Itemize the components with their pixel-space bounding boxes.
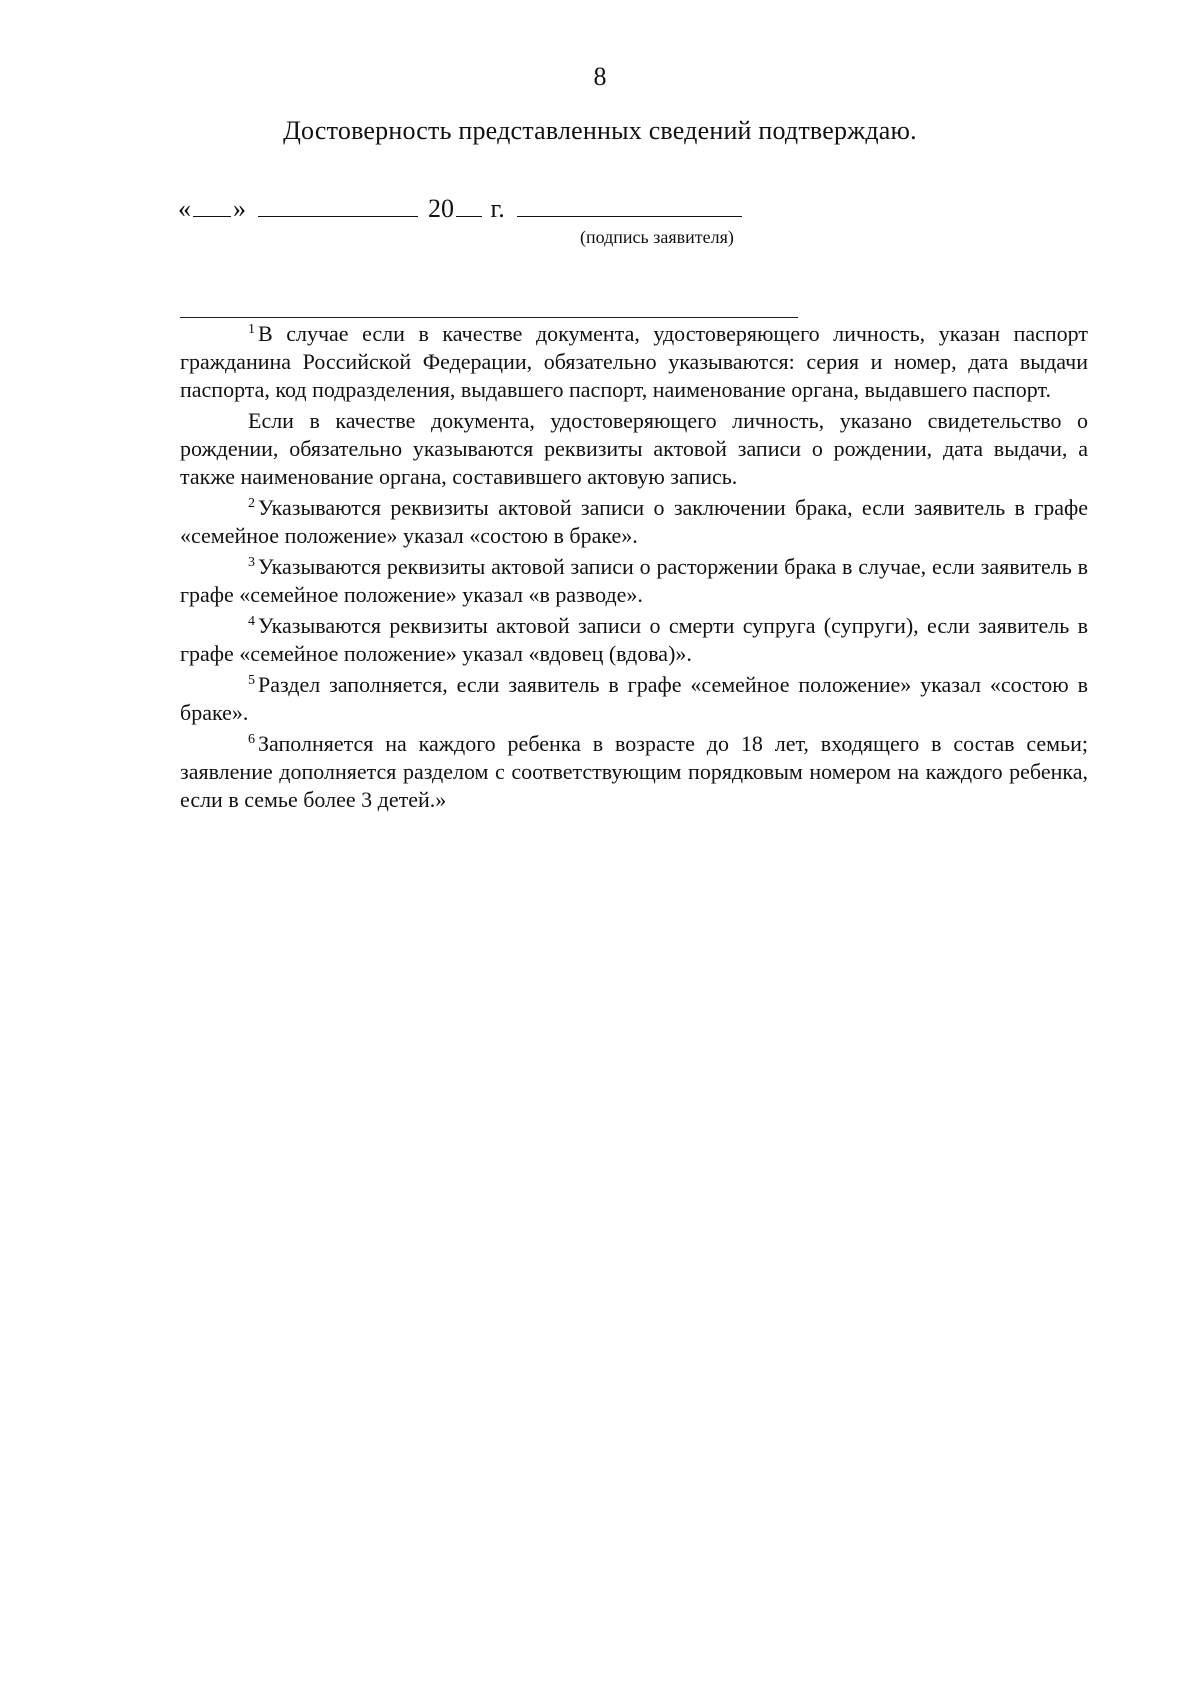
- footnote-2: [180, 494, 1088, 550]
- footnote-mark: 2: [248, 496, 255, 511]
- month-blank: [258, 192, 418, 217]
- footnotes: [180, 320, 1088, 817]
- footnote-mark: 5: [248, 673, 255, 688]
- close-quote: »: [233, 194, 246, 223]
- footnote-mark: 1: [248, 322, 255, 337]
- footnote-text: Указываются реквизиты актовой записи о расторжении брака в случае, если заявитель в графе «семейное положение» указал «в разводе».: [180, 554, 1088, 607]
- footnote-mark: 3: [248, 555, 255, 570]
- footnote-text: Раздел заполняется, если заявитель в графе «семейное положение» указал «состою в браке».: [180, 672, 1088, 725]
- confirmation-statement: Достоверность представленных сведений подтверждаю.: [283, 116, 917, 145]
- footnote-1-continued: [180, 407, 1088, 491]
- footnote-1: [180, 320, 1088, 404]
- footnote-4: [180, 612, 1088, 668]
- day-blank: [193, 192, 231, 217]
- footnote-mark: 4: [248, 614, 255, 629]
- signature-blank: [517, 192, 742, 217]
- footnote-text: Если в качестве документа, удостоверяющего личность, указано свидетельство о рождении, обязательно указываются реквизиты актовой записи о рождении, дата выдачи, а также наименование органа, составившего актовую запись.: [180, 408, 1088, 489]
- page-number: 8: [593, 62, 607, 91]
- footnote-mark: 6: [248, 732, 255, 747]
- open-quote: «: [178, 194, 191, 223]
- footnote-3: [180, 553, 1088, 609]
- date-signature-row: [178, 192, 742, 225]
- year-blank: [456, 192, 482, 217]
- footnote-5: [180, 671, 1088, 727]
- signature-caption: (подпись заявителя): [580, 227, 734, 247]
- footnote-text: Заполняется на каждого ребенка в возрасте до 18 лет, входящего в состав семьи; заявление дополняется разделом с соответствующим порядковым номером на каждого ребенка, если в семье более 3 детей.»: [180, 731, 1088, 812]
- year-suffix: г.: [490, 194, 505, 223]
- footnote-text: Указываются реквизиты актовой записи о заключении брака, если заявитель в графе «семейное положение» указал «состою в браке».: [180, 495, 1088, 548]
- footnote-separator: [180, 317, 798, 318]
- year-prefix: 20: [428, 194, 454, 223]
- footnote-text: В случае если в качестве документа, удостоверяющего личность, указан паспорт гражданина Российской Федерации, обязательно указываются: серия и номер, дата выдачи паспорта, код подразделения, выдавшего паспорт, наименование органа, выдавшего паспорт.: [180, 321, 1088, 402]
- footnote-6: [180, 730, 1088, 814]
- footnote-text: Указываются реквизиты актовой записи о смерти супруга (супруги), если заявитель в графе «семейное положение» указал «вдовец (вдова)».: [180, 613, 1088, 666]
